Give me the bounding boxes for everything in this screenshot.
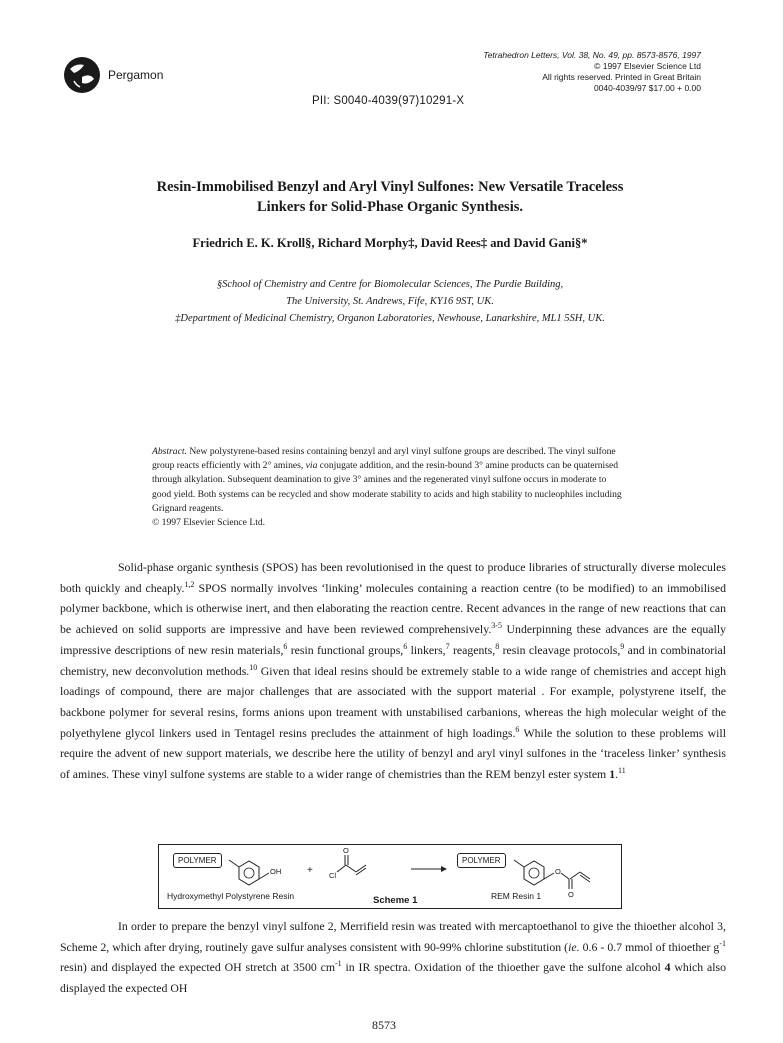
ester-o-bond <box>561 873 569 879</box>
cl-label: Cl <box>329 871 337 880</box>
abstract-label: Abstract. <box>152 446 187 457</box>
polymer-bond-right <box>514 860 524 867</box>
p1-text: . <box>615 767 619 782</box>
scheme-1-figure <box>158 844 622 909</box>
compound-number: 4 <box>664 960 671 975</box>
p1-text: resin cleavage protocols, <box>499 642 621 657</box>
abstract-via: via <box>305 460 318 472</box>
o-bottom-label: O <box>568 890 574 899</box>
rights-line: All rights reserved. Printed in Great Britain <box>542 72 701 82</box>
reaction-arrow-head <box>441 866 447 872</box>
p1-text: linkers, <box>407 642 446 657</box>
ref-citation: 8 <box>495 641 500 651</box>
article-title <box>60 177 720 217</box>
p2-ie: ie. <box>568 939 580 954</box>
polymer-box-right: POLYMER <box>457 853 506 868</box>
p2-text: which also displayed the expected OH <box>60 960 727 996</box>
journal-citation: Tetrahedron Letters, Vol. 38, No. 49, pp. 8573-8576, 1997 <box>483 50 701 60</box>
ref-citation: 3-5 <box>491 621 502 631</box>
bibliographic-info <box>401 50 701 94</box>
body-paragraph-2 <box>60 916 726 999</box>
ref-citation: 7 <box>445 641 450 651</box>
p1-text: Given that ideal resins should be extremely stable to a wide range of chemistries and accept high loadings of compound, there are major challenges that are associated with the support material . For example, polystyrene itself, the backbone polymer for several resins, forms anions upon treament with unstabilised carbanions, whereas the high molecular weight of the polyethylene glycol linkers used in Tentagel resins precludes the attainment of high loadings. <box>60 663 727 740</box>
o-mid-label: O <box>555 867 561 876</box>
ref-citation: 10 <box>249 662 258 672</box>
o-top-label: O <box>343 846 349 855</box>
cl-bond <box>337 865 346 872</box>
p1-text: While the solution to these problems will require the advent of new support materials, we describe here the utility of benzyl and aryl vinyl sulfones in the ‘traceless linker’ synthesis of amines. These vinyl sulfone systems are stable to a wider range of chemistries than the REM benzyl ester system <box>60 725 726 782</box>
p2-text: 0.6 - 0.7 mmol of thioether g <box>579 939 720 954</box>
p1-text: SPOS normally involves ‘linking’ molecules containing a reaction centre (to be modified) to an immobilised polymer backbone, which is otherwise inert, and then elaborating the reaction centre. Recent advances in the range of new reactions that can be achieved on solid supports are impressive and have been reviewed comprehensively. <box>60 580 726 637</box>
vinyl-bond-1 <box>346 865 356 872</box>
ref-citation: 6 <box>403 641 408 651</box>
ref-citation: 9 <box>620 641 625 651</box>
label-hydroxymethyl-resin: Hydroxymethyl Polystyrene Resin <box>167 891 295 901</box>
polymer-box-left: POLYMER <box>173 853 222 868</box>
ref-citation: 6 <box>283 641 288 651</box>
affiliation-line-3: ‡Department of Medicinal Chemistry, Organon Laboratories, Newhouse, Lanarkshire, ML1 5SH, UK. <box>175 313 605 324</box>
affiliations <box>60 276 720 327</box>
title-line-2: Linkers for Solid-Phase Organic Synthesis. <box>257 199 523 215</box>
superscript: -1 <box>335 959 342 969</box>
ch2-bond-left <box>259 873 269 879</box>
ch2-bond-right <box>544 873 554 879</box>
compound-number: 1 <box>609 767 616 782</box>
ref-citation: 6 <box>515 724 520 734</box>
label-rem-resin: REM Resin 1 <box>491 891 542 901</box>
p1-text: resin functional groups, <box>287 642 404 657</box>
author-list: Friedrich E. K. Kroll§, Richard Morphy‡, David Rees‡ and David Gani§* <box>192 236 588 250</box>
scheme-title: Scheme 1 <box>373 895 418 906</box>
abstract-text-a: New polystyrene-based resins containing benzyl and aryl vinyl sulfone groups are described. The vinyl sulfone group reacts efficiently with 2° amines, <box>152 446 616 472</box>
p2-text: resin) and displayed the expected OH stretch at 3500 cm <box>60 960 336 975</box>
abstract-copyright: © 1997 Elsevier Science Ltd. <box>152 517 266 529</box>
benzene-ring-right-inner <box>529 868 539 878</box>
benzene-ring-right <box>524 861 544 885</box>
polymer-bond-left <box>229 860 239 867</box>
ref-citation: 1,2 <box>184 579 195 589</box>
abstract-text-b: conjugate addition, and the resin-bound 3° amine products can be quaternised through alkylation. Subsequent deamination to give 3° amines and the regenerated vinyl sulfone occurs in moderate to good yield. Both systems can be recycled and show moderate stability to acids and high stability to nucleophiles including Grignard reagents. <box>152 460 622 514</box>
p1-text: and in combinatorial chemistry, new deconvolution methods. <box>60 642 727 678</box>
abstract <box>152 445 624 530</box>
benzene-ring-left-inner <box>244 868 254 878</box>
oh-label: OH <box>270 867 282 876</box>
pii-identifier: PII: S0040-4039(97)10291-X <box>312 95 465 107</box>
ref-citation: 11 <box>618 766 626 776</box>
benzene-ring-left <box>239 861 259 885</box>
affiliation-line-1: §School of Chemistry and Centre for Biomolecular Sciences, The Purdie Building, <box>216 279 564 290</box>
ester-vinyl-1 <box>570 872 580 879</box>
p1-text: Solid-phase organic synthesis (SPOS) has been revolutionised in the quest to produce libraries of structurally diverse molecules both quickly and cheaply. <box>60 560 726 595</box>
p1-text: Underpinning these advances are the equally impressive descriptions of new resin materials, <box>60 622 726 657</box>
affiliation-line-2: The University, St. Andrews, Fife, KY16 9ST, UK. <box>286 296 494 307</box>
globe-logo-icon <box>62 55 102 95</box>
superscript: -1 <box>719 938 726 948</box>
title-line-1: Resin-Immobilised Benzyl and Aryl Vinyl Sulfones: New Versatile Traceless <box>156 179 624 195</box>
pergamon-logo <box>62 55 102 95</box>
publisher-name: Pergamon <box>108 68 164 82</box>
body-paragraph-1 <box>60 557 726 785</box>
p2-text: in IR spectra. Oxidation of the thioether gave the sulfone alcohol <box>341 960 665 975</box>
page-number: 8573 <box>372 1018 396 1032</box>
p1-text: reagents, <box>449 642 496 657</box>
p2-text: In order to prepare the benzyl vinyl sulfone 2, Merrifield resin was treated with mercaptoethanol to give the thioether alcohol 3, Scheme 2, which after drying, routinely gave sulfur analyses consistent with 90-99% chlorine substitution ( <box>60 919 726 954</box>
price-line: 0040-4039/97 $17.00 + 0.00 <box>593 83 701 93</box>
copyright-line: © 1997 Elsevier Science Ltd <box>594 61 701 71</box>
plus-sign: + <box>307 865 313 876</box>
